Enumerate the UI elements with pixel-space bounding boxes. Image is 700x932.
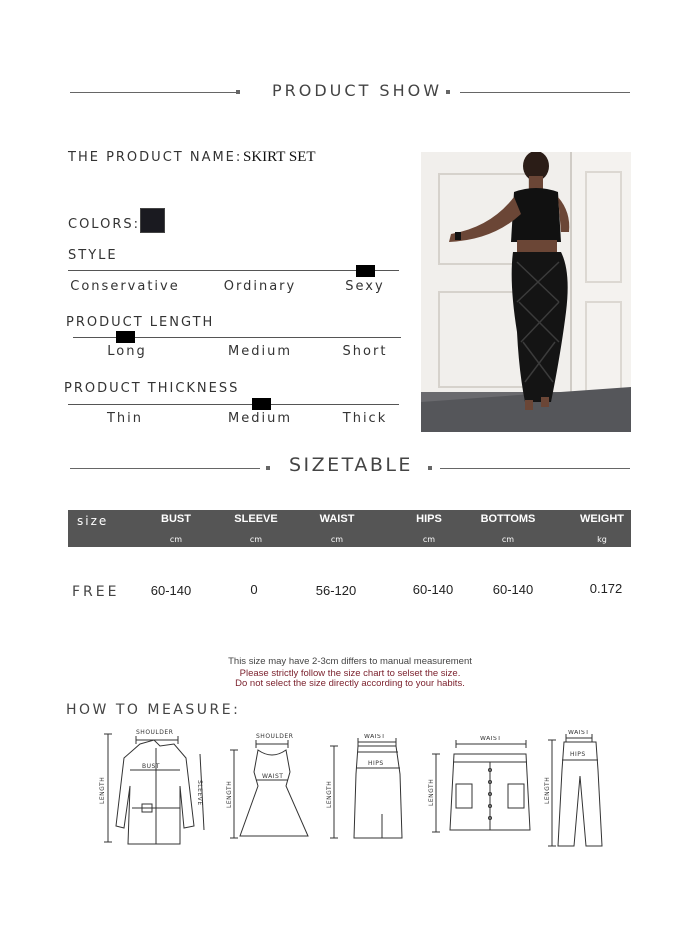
column-unit-hips: cm	[422, 535, 436, 544]
style-option-conservative: Conservative	[70, 279, 180, 294]
thickness-option-thin: Thin	[106, 411, 144, 426]
pants-label-hips: HIPS	[570, 751, 586, 758]
table-cell-waist: 56-120	[315, 583, 357, 598]
table-cell-bottoms: 60-140	[492, 582, 534, 597]
dress-label-length: LENGTH	[226, 780, 233, 808]
divider-dot	[428, 466, 432, 470]
pants-measure-diagram	[540, 730, 615, 850]
mini-skirt-label-waist: WAIST	[480, 736, 502, 742]
pants-label-waist: WAIST	[568, 730, 590, 736]
jacket-label-shoulder: SHOULDER	[136, 729, 174, 736]
length-option-medium: Medium	[228, 344, 292, 359]
divider-dot	[446, 90, 450, 94]
table-cell-weight: 0.172	[589, 581, 623, 596]
length-option-short: Short	[342, 344, 388, 359]
column-header-bottoms: BOTTOMS	[480, 513, 536, 525]
style-scale-line	[68, 270, 399, 271]
product-photo	[421, 152, 631, 432]
divider-left	[70, 468, 260, 469]
divider-right	[440, 468, 630, 469]
jacket-label-bust: BUST	[142, 763, 160, 770]
sizetable-heading: SIZETABLE	[289, 454, 413, 476]
pants-label-length: LENGTH	[544, 776, 551, 804]
column-unit-waist: cm	[330, 535, 344, 544]
product-name-value: SKIRT SET	[243, 149, 316, 165]
style-option-ordinary: Ordinary	[223, 279, 297, 294]
table-cell-hips: 60-140	[412, 582, 454, 597]
thickness-title: PRODUCT THICKNESS	[64, 381, 240, 396]
skirt-label-hips: HIPS	[368, 760, 384, 767]
column-unit-bust: cm	[169, 535, 183, 544]
style-option-sexy: Sexy	[345, 279, 385, 294]
dress-measure-diagram	[226, 732, 316, 847]
habit-warning: Do not select the size directly according to your habits.	[235, 678, 465, 689]
thickness-option-medium: Medium	[228, 411, 292, 426]
thickness-option-thick: Thick	[342, 411, 388, 426]
color-swatch[interactable]	[140, 208, 165, 233]
skirt-label-waist: WAIST	[364, 734, 386, 740]
thickness-scale-line	[68, 404, 399, 405]
product-name-label: THE PRODUCT NAME:	[68, 150, 243, 165]
length-option-long: Long	[107, 344, 147, 359]
column-unit-weight: kg	[597, 535, 607, 544]
mini-skirt-measure-diagram	[426, 736, 536, 841]
how-to-measure-heading: HOW TO MEASURE:	[66, 702, 241, 718]
size-column-header: size	[77, 514, 109, 528]
divider-left	[70, 92, 240, 93]
size-cell-free: FREE	[72, 584, 120, 600]
column-unit-bottoms: cm	[501, 535, 515, 544]
divider-dot	[236, 90, 240, 94]
product-show-heading: PRODUCT SHOW	[272, 81, 443, 100]
thickness-selected-marker	[252, 398, 271, 410]
column-header-waist: WAIST	[319, 513, 355, 525]
jacket-label-length: LENGTH	[99, 776, 106, 804]
colors-label: COLORS:	[68, 217, 140, 232]
length-title: PRODUCT LENGTH	[66, 315, 215, 330]
style-title: STYLE	[68, 248, 118, 263]
column-header-bust: BUST	[161, 513, 191, 525]
length-selected-marker	[116, 331, 135, 343]
dress-label-shoulder: SHOULDER	[256, 733, 294, 740]
table-cell-bust: 60-140	[150, 583, 192, 598]
skirt-measure-diagram	[324, 734, 404, 844]
column-header-hips: HIPS	[416, 513, 442, 525]
mini-skirt-label-length: LENGTH	[428, 778, 435, 806]
style-selected-marker	[356, 265, 375, 277]
jacket-label-sleeve: SLEEVE	[196, 780, 203, 806]
jacket-measure-diagram	[98, 726, 213, 851]
dress-label-waist: WAIST	[262, 773, 284, 780]
column-header-weight: WEIGHT	[580, 513, 624, 525]
table-cell-sleeve: 0	[250, 582, 258, 597]
column-unit-sleeve: cm	[249, 535, 263, 544]
skirt-label-length: LENGTH	[326, 780, 333, 808]
divider-right	[460, 92, 630, 93]
size-chart-warning: Please strictly follow the size chart to selset the size.	[239, 668, 461, 679]
column-header-sleeve: SLEEVE	[234, 513, 278, 525]
measurement-note: This size may have 2-3cm differs to manual measurement	[228, 656, 472, 667]
divider-dot	[266, 466, 270, 470]
